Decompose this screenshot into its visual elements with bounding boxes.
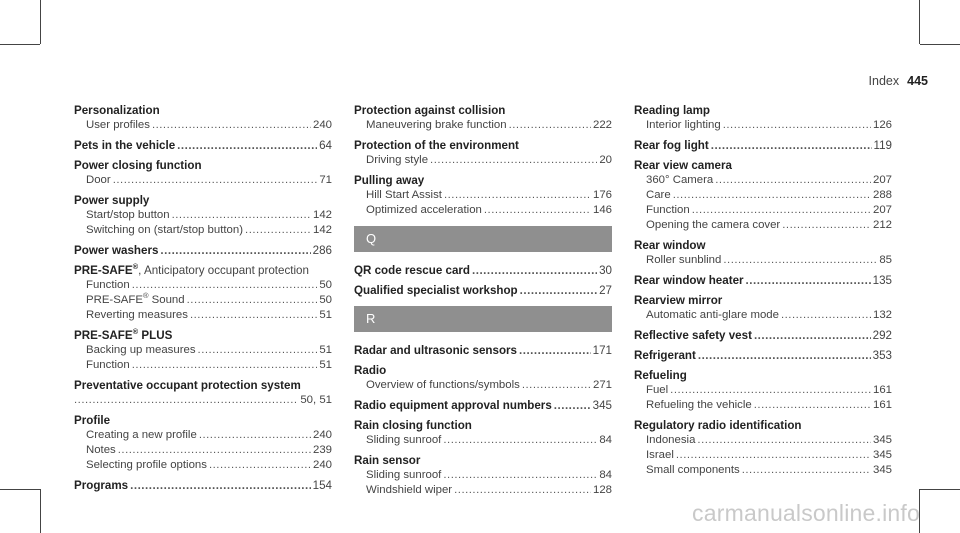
subentry [74, 308, 332, 323]
entry-heading: Rear window [634, 239, 706, 252]
section-title: Index [868, 74, 900, 88]
index-entry [634, 103, 892, 133]
subentry-label: Creating a new profile [86, 429, 197, 441]
entry-heading [74, 263, 332, 278]
page-ref[interactable]: 50, 51 [300, 394, 332, 406]
page-ref[interactable]: 171 [592, 344, 612, 357]
index-entry [634, 348, 892, 363]
subentry [74, 223, 332, 238]
page-number: 445 [907, 74, 928, 88]
page-ref[interactable]: 154 [312, 479, 332, 492]
watermark: carmanualsonline.info [692, 500, 920, 526]
crop-mark [920, 44, 960, 45]
entry-label: Power washers [74, 244, 159, 257]
page-ref[interactable]: 119 [873, 139, 892, 152]
entry-heading [74, 243, 332, 258]
entry-heading: Rearview mirror [634, 294, 723, 307]
entry-label: Reflective safety vest [634, 329, 752, 342]
page-ref[interactable]: 345 [872, 449, 892, 461]
page-ref[interactable]: 240 [312, 459, 332, 471]
page-ref[interactable]: 207 [872, 174, 892, 186]
subentry [74, 118, 332, 133]
subentry-label: Small components [646, 464, 740, 476]
subentry-label-part: PRE-SAFE [86, 294, 143, 306]
page-ref[interactable]: 64 [319, 139, 332, 152]
index-entry [354, 138, 612, 168]
entry-heading [634, 273, 892, 288]
subentry-label: Reverting measures [86, 309, 188, 321]
page-ref[interactable]: 239 [312, 444, 332, 456]
entry-heading: Protection of the environment [354, 139, 519, 152]
entry-heading: Power supply [74, 194, 150, 207]
crop-mark [0, 44, 40, 45]
page-ref[interactable]: 222 [592, 119, 612, 131]
entry-label: QR code rescue card [354, 264, 470, 277]
subentry [74, 428, 332, 443]
subentry [354, 203, 612, 218]
registered-mark: ® [132, 262, 139, 272]
page-ref[interactable]: 271 [592, 379, 612, 391]
index-entry [74, 138, 332, 153]
page-header [869, 74, 928, 88]
index-entry [634, 418, 892, 478]
subentry-label: Start/stop button [86, 209, 170, 221]
page-ref[interactable]: 176 [592, 189, 612, 201]
subentry-label: Fuel [646, 384, 669, 396]
subentry [74, 458, 332, 473]
entry-label: Qualified specialist workshop [354, 284, 518, 297]
crop-mark [919, 0, 920, 44]
subentry-label: Function [646, 204, 690, 216]
index-entry [634, 273, 892, 288]
entry-label: Programs [74, 479, 129, 492]
subentry [354, 433, 612, 448]
subentry-label: Function [86, 359, 130, 371]
subentry [74, 358, 332, 373]
page-ref[interactable]: 345 [872, 464, 892, 476]
subentry-label: Hill Start Assist [366, 189, 442, 201]
page-ref[interactable]: 84 [599, 469, 612, 481]
subentry [354, 153, 612, 168]
entry-heading: Power closing function [74, 159, 202, 172]
subentry [634, 433, 892, 448]
entry-heading: Protection against collision [354, 104, 506, 117]
subentry [634, 218, 892, 233]
index-entry [354, 453, 612, 498]
subentry [354, 483, 612, 498]
subentry-label: Maneuvering brake function [366, 119, 507, 131]
entry-heading: Personalization [74, 104, 160, 117]
page-ref[interactable]: 20 [599, 154, 612, 166]
subentry [74, 293, 332, 308]
subentry-label: Switching on (start/stop button) [86, 224, 244, 236]
entry-label: Pets in the vehicle [74, 139, 176, 152]
page-ref[interactable]: 126 [872, 119, 892, 131]
subentry-label: 360° Camera [646, 174, 714, 186]
subentry-label: Notes [86, 444, 116, 456]
index-entry [634, 328, 892, 343]
subentry-label: Roller sunblind [646, 254, 722, 266]
index-entry [74, 413, 332, 473]
entry-heading: Rain closing function [354, 419, 472, 432]
page-ref[interactable]: 51 [319, 359, 332, 371]
entry-heading: Rear view camera [634, 159, 732, 172]
page-ref[interactable]: 240 [312, 429, 332, 441]
subentry [354, 188, 612, 203]
subentry-label: User profiles [86, 119, 150, 131]
index-entry [74, 193, 332, 238]
index-entry [634, 293, 892, 323]
entry-heading: Pulling away [354, 174, 425, 187]
subentry [354, 118, 612, 133]
subentry-label: Door [86, 174, 111, 186]
letter-divider-q: Q [354, 226, 612, 252]
entry-heading: Refueling [634, 369, 687, 382]
page-ref[interactable]: 51 [319, 309, 332, 321]
index-entry [354, 263, 612, 278]
subentry [634, 383, 892, 398]
entry-heading: Rain sensor [354, 454, 421, 467]
page-ref[interactable]: 288 [872, 189, 892, 201]
subentry-label: Refueling the vehicle [646, 399, 752, 411]
page-ref[interactable]: 50 [319, 279, 332, 291]
entry-heading [354, 263, 612, 278]
page-ref[interactable]: 85 [879, 254, 892, 266]
subentry [634, 308, 892, 323]
entry-label: Refrigerant [634, 349, 696, 362]
page-ref[interactable]: 161 [872, 384, 892, 396]
entry-label: Radar and ultrasonic sensors [354, 344, 518, 357]
subentry-label: Israel [646, 449, 674, 461]
entry-label-suffix: PLUS [138, 329, 173, 342]
subentry [634, 253, 892, 268]
page-ref[interactable]: 71 [319, 174, 332, 186]
subentry-label: Sliding sunroof [366, 469, 442, 481]
subentry [74, 343, 332, 358]
index-entry [634, 138, 892, 153]
index-entry [354, 363, 612, 393]
index-entry [354, 343, 612, 358]
crop-mark [40, 489, 41, 533]
page-ref[interactable]: 27 [599, 284, 612, 297]
subentry [634, 448, 892, 463]
entry-label: Rear window heater [634, 274, 744, 287]
subentry-label: Automatic anti-glare mode [646, 309, 779, 321]
entry-label-suffix: , Anticipatory occupant protection [138, 264, 309, 277]
entry-label: Rear fog light [634, 139, 709, 152]
subentry [634, 173, 892, 188]
page-ref[interactable]: 135 [872, 274, 892, 287]
registered-mark: ® [132, 327, 139, 337]
page-ref[interactable]: 345 [592, 399, 612, 412]
index-entry [74, 103, 332, 133]
page-ref[interactable]: 345 [872, 434, 892, 446]
page-ref[interactable]: 142 [312, 209, 332, 221]
subentry [74, 173, 332, 188]
subentry-label: Indonesia [646, 434, 696, 446]
page-ref[interactable]: 142 [312, 224, 332, 236]
entry-heading [354, 343, 612, 358]
entry-label: Radio equipment approval numbers [354, 399, 552, 412]
subentry-label: Sliding sunroof [366, 434, 442, 446]
letter-divider-r: R [354, 306, 612, 332]
entry-page-row [74, 393, 332, 408]
entry-heading [74, 478, 332, 493]
page-ref[interactable]: 51 [319, 344, 332, 356]
index-entry [74, 478, 332, 493]
subentry-label: Care [646, 189, 671, 201]
subentry-label: Selecting profile options [86, 459, 207, 471]
subentry-label: Windshield wiper [366, 484, 453, 496]
index-entry [354, 418, 612, 448]
page-ref[interactable]: 161 [872, 399, 892, 411]
index-entry [634, 368, 892, 413]
subentry [634, 398, 892, 413]
index-entry [354, 103, 612, 133]
index-entry [354, 398, 612, 413]
entry-heading: Preventative occupant protection system [74, 379, 301, 392]
entry-heading: Regulatory radio identification [634, 419, 802, 432]
entry-heading: Reading lamp [634, 104, 711, 117]
index-column-1 [74, 103, 332, 498]
entry-heading [634, 348, 892, 363]
subentry [74, 443, 332, 458]
entry-heading [354, 283, 612, 298]
entry-heading: Profile [74, 414, 111, 427]
page-ref[interactable]: 353 [872, 349, 892, 362]
subentry [634, 463, 892, 478]
subentry [74, 278, 332, 293]
index-entry [74, 328, 332, 373]
page-ref[interactable]: 132 [872, 309, 892, 321]
index-entry [74, 158, 332, 188]
entry-label: PRE-SAFE [74, 329, 133, 342]
entry-heading [634, 138, 892, 153]
page-ref[interactable]: 128 [592, 484, 612, 496]
index-entry [354, 173, 612, 218]
subentry-label: Backing up measures [86, 344, 196, 356]
entry-heading [634, 328, 892, 343]
entry-heading [354, 398, 612, 413]
entry-label: PRE-SAFE [74, 264, 133, 277]
registered-mark: ® [142, 291, 149, 301]
subentry [634, 203, 892, 218]
subentry-label: Function [86, 279, 130, 291]
page-ref[interactable]: 50 [319, 294, 332, 306]
page-ref[interactable]: 240 [312, 119, 332, 131]
subentry [354, 468, 612, 483]
page-ref[interactable]: 146 [592, 204, 612, 216]
entry-heading [74, 328, 332, 343]
page-ref[interactable]: 84 [599, 434, 612, 446]
index-column-3 [634, 103, 892, 483]
index-entry [74, 378, 332, 408]
subentry-label [86, 293, 185, 308]
subentry-label-part: Sound [148, 294, 185, 306]
page-ref[interactable]: 286 [312, 244, 332, 257]
page-ref[interactable]: 207 [872, 204, 892, 216]
index-entry [74, 243, 332, 258]
subentry [74, 208, 332, 223]
subentry [634, 188, 892, 203]
subentry-label: Overview of functions/symbols [366, 379, 520, 391]
crop-mark [920, 489, 960, 490]
subentry-label: Driving style [366, 154, 429, 166]
index-entry [354, 283, 612, 298]
subentry-label: Interior lighting [646, 119, 721, 131]
subentry [634, 118, 892, 133]
subentry-label: Opening the camera cover [646, 219, 781, 231]
entry-heading: Radio [354, 364, 387, 377]
subentry-label: Optimized acceleration [366, 204, 482, 216]
page-ref[interactable]: 292 [872, 329, 892, 342]
subentry [354, 378, 612, 393]
index-column-2 [354, 103, 612, 503]
crop-mark [0, 489, 40, 490]
page-ref[interactable]: 212 [872, 219, 892, 231]
crop-mark [40, 0, 41, 44]
index-entry [634, 158, 892, 233]
entry-heading [74, 138, 332, 153]
page-ref[interactable]: 30 [599, 264, 612, 277]
index-entry [74, 263, 332, 323]
index-entry [634, 238, 892, 268]
